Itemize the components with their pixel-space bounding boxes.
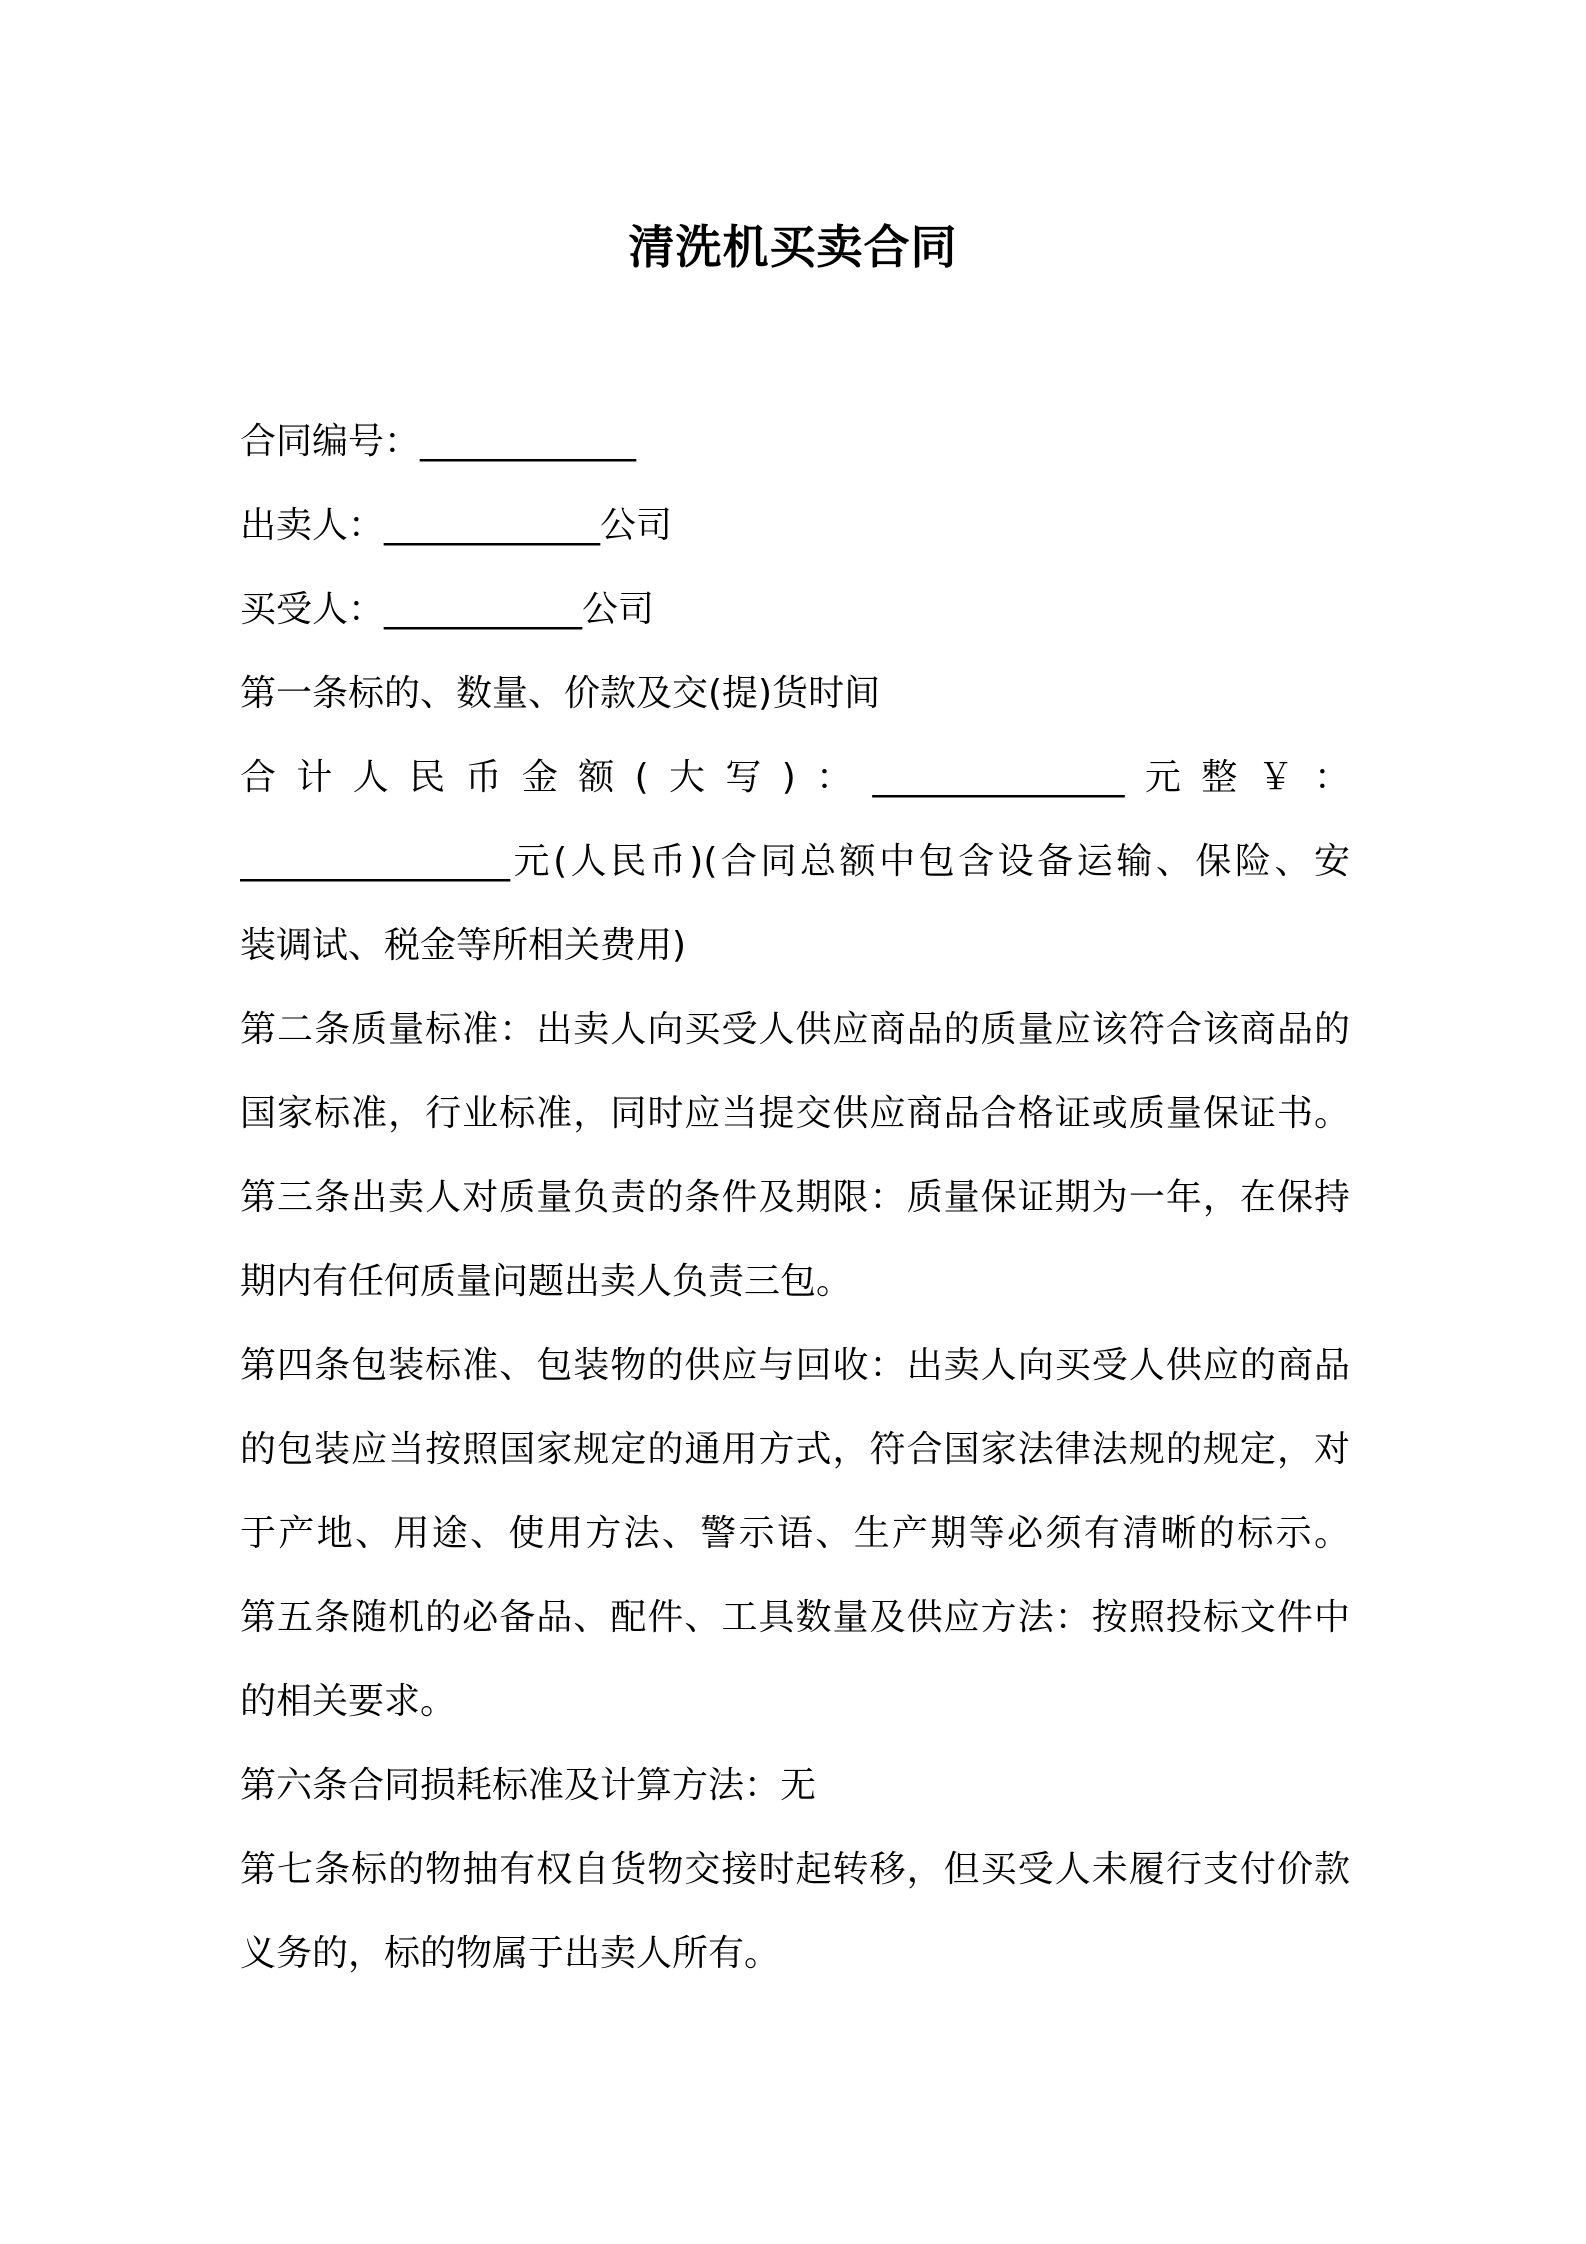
article-7-line-2: 义务的，标的物属于出卖人所有。 xyxy=(240,1933,781,1974)
article-3-line-1: 第三条出卖人对质量负责的条件及期限：质量保证期为一年，在保持 xyxy=(240,1177,1350,1218)
article-4-line-1: 第四条包装标准、包装物的供应与回收：出卖人向买受人供应的商品 xyxy=(240,1345,1350,1386)
article-2-line-1: 第二条质量标准：出卖人向买受人供应商品的质量应该符合该商品的 xyxy=(240,1009,1350,1050)
article-4-line-2: 的包装应当按照国家规定的通用方式，符合国家法律法规的规定，对 xyxy=(240,1429,1350,1470)
article-5-line-1: 第五条随机的必备品、配件、工具数量及供应方法：按照投标文件中 xyxy=(240,1597,1350,1638)
article-6-line: 第六条合同损耗标准及计算方法：无 xyxy=(240,1765,817,1806)
article-3-line-2: 期内有任何质量问题出卖人负责三包。 xyxy=(240,1261,853,1302)
document-title: 清洗机买卖合同 xyxy=(628,220,958,274)
article-7-line-1: 第七条标的物抽有权自货物交接时起转移，但买受人未履行支付价款 xyxy=(240,1849,1350,1890)
article-4-line-3: 于产地、用途、使用方法、警示语、生产期等必须有清晰的标示。 xyxy=(240,1513,1350,1554)
article-2-line-2: 国家标准，行业标准，同时应当提交供应商品合格证或质量保证书。 xyxy=(240,1093,1350,1134)
contract-number-line: 合同编号：____________ xyxy=(240,421,637,462)
seller-line: 出卖人：____________公司 xyxy=(240,505,673,546)
article-5-line-2: 的相关要求。 xyxy=(240,1681,457,1722)
total-amount-line: 合计人民币金额(大写)：______________元整￥： xyxy=(240,757,1350,798)
document-body xyxy=(240,400,1350,1996)
article-1-heading: 第一条标的、数量、价款及交(提)货时间 xyxy=(240,673,881,714)
amount-rmb-line: _______________元(人民币)(合同总额中包含设备运输、保险、安 xyxy=(240,841,1350,882)
amount-note-line: 装调试、税金等所相关费用) xyxy=(240,925,687,966)
buyer-line: 买受人：___________公司 xyxy=(240,589,655,630)
